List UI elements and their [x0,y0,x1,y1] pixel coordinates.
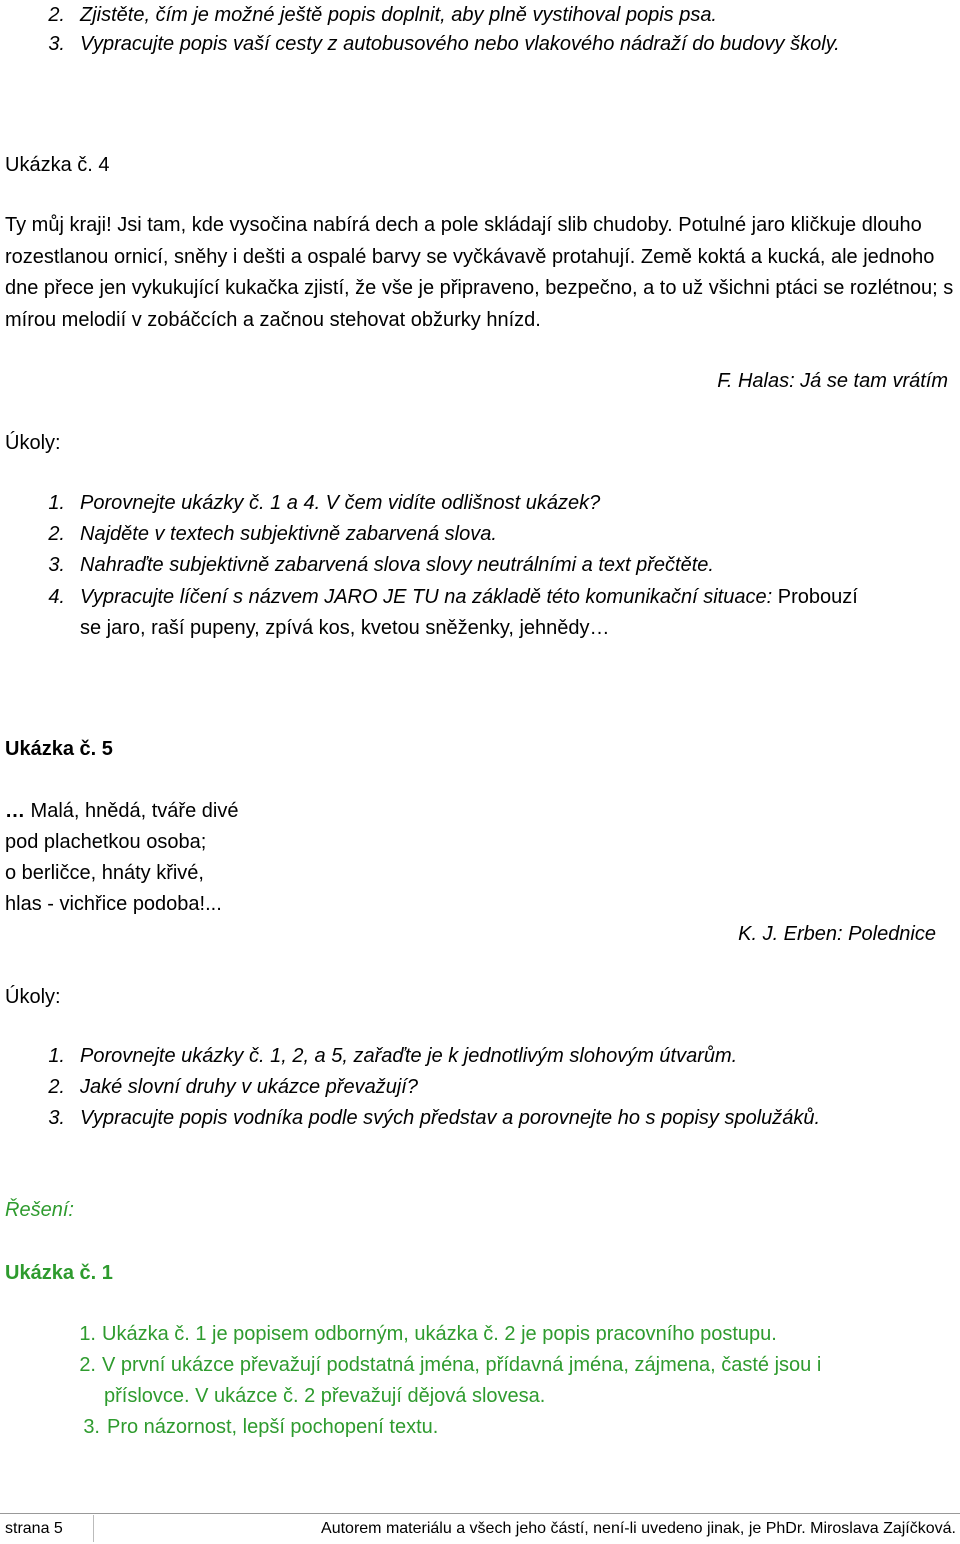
poem-line: pod plachetkou osoba; [5,831,207,853]
reseni-item-continued: příslovce. V ukázce č. 2 převažují dějová slovesa. [104,1385,546,1407]
ukazka-5-author: K. J. Erben: Polednice [738,923,936,945]
footer-author-note: Autorem materiálu a všech jeho částí, není-li uvedeno jinak, je PhDr. Miroslava Zajíčková. [321,1520,956,1537]
poem-line: o berličce, hnáty křivé, [5,862,204,884]
ukazka-5-task: 2. Jaké slovní druhy v ukázce převažují? [48,1076,418,1098]
reseni-item: 3. Pro názornost, lepší pochopení textu. [83,1416,439,1438]
ukazka-4-author: F. Halas: Já se tam vrátím [717,370,948,392]
ukazka-4-task-4-continued: se jaro, raší pupeny, zpívá kos, kvetou sněženky, jehnědy… [80,617,610,639]
ukazka-4-tasks-label: Úkoly: [5,432,61,454]
top-task-2: 2. Zjistěte, čím je možné ještě popis doplnit, aby plně vystihoval popis psa. [48,4,717,26]
poem-line: hlas - vichřice podoba!... [5,893,222,915]
reseni-heading: Řešení: [5,1199,74,1221]
ukazka-4-text: Ty můj kraji! Jsi tam, kde vysočina nabírá dech a pole skládají slib chudoby. Potulné jaro kličkuje dlouho rozestlanou ornicí, sněhy i dešti a ospalé barvy se vyčkávavě protahují. Země koktá a kucká, ale jednoho dne přece jen vykukující kukačka zjistí, že vše je připraveno, bezpečno, a to už všichni ptáci se rozlétnou; s mírou melodií v zobáčcích a začnou stehovat obžurky hnízd. [5,214,954,331]
ukazka-5-task: 3. Vypracujte popis vodníka podle svých představ a porovnejte ho s popisy spolužáků. [48,1107,821,1129]
footer-page-number: strana 5 [5,1520,63,1537]
reseni-item: 2. V první ukázce převažují podstatná jména, přídavná jména, zájmena, časté jsou i [79,1354,822,1376]
ukazka-5-tasks-label: Úkoly: [5,986,61,1008]
ukazka-5-heading: Ukázka č. 5 [5,738,113,760]
poem-line: … Malá, hnědá, tváře divé [5,800,239,822]
ukazka-4-heading: Ukázka č. 4 [5,154,110,176]
footer-rule [0,1513,960,1514]
ukazka-5-task: 1. Porovnejte ukázky č. 1, 2, a 5, zařaďte je k jednotlivým slohovým útvarům. [48,1045,738,1067]
reseni-item: 1. Ukázka č. 1 je popisem odborným, ukázka č. 2 je popis pracovního postupu. [79,1323,777,1345]
footer-separator [93,1515,94,1542]
reseni-subheading: Ukázka č. 1 [5,1262,113,1284]
ukazka-4-task: 3. Nahraďte subjektivně zabarvená slova slovy neutrálními a text přečtěte. [48,554,714,576]
ukazka-4-task: 1. Porovnejte ukázky č. 1 a 4. V čem vidíte odlišnost ukázek? [48,492,601,514]
top-task-3: 3. Vypracujte popis vaší cesty z autobusového nebo vlakového nádraží do budovy školy. [48,33,840,55]
ukazka-4-task-4: 4. Vypracujte líčení s názvem JARO JE TU na základě této komunikační situace: Probouzí [48,586,858,608]
ukazka-4-task: 2. Najděte v textech subjektivně zabarvená slova. [48,523,497,545]
